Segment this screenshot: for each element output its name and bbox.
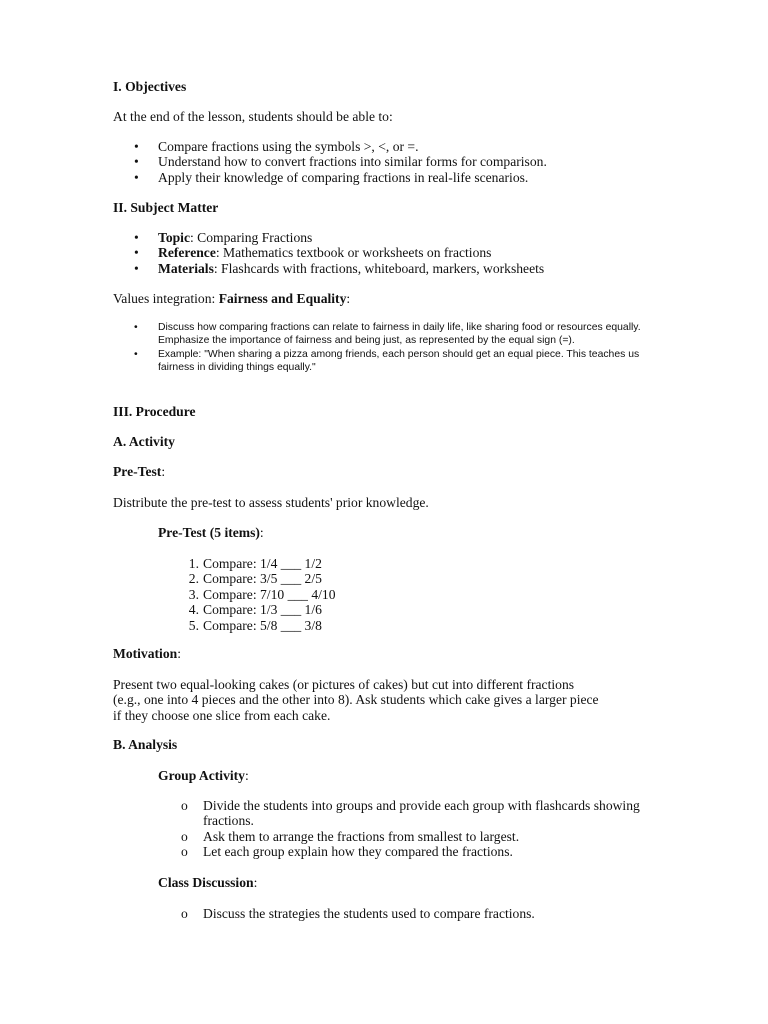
- group-activity-item: o Ask them to arrange the fractions from smallest to largest.: [181, 828, 520, 844]
- pretest-item: 5. Compare: 5/8 ___ 3/8: [188, 617, 322, 633]
- motivation-text: Present two equal-looking cakes (or pictures of cakes) but cut into different fractions (e.g., one into 4 pieces and the other into 8). Ask students which cake gives a larger piece if they choose one slice from each cake.: [113, 677, 599, 723]
- group-activity-label: Group Activity:: [158, 768, 249, 783]
- objectives-list: [113, 139, 613, 185]
- group-activity-item: o Divide the students into groups and provide each group with flashcards showing fractions.: [181, 798, 640, 829]
- objectives-heading: I. Objectives: [113, 79, 187, 94]
- procedure-heading: III. Procedure: [113, 404, 196, 419]
- pretest-item: 2. Compare: 3/5 ___ 2/5: [188, 571, 322, 587]
- class-discussion-item: o Discuss the strategies the students used to compare fractions.: [181, 906, 535, 921]
- pretest-list: [158, 556, 658, 633]
- motivation-label: Motivation:: [113, 646, 181, 661]
- values-item: • Example: "When sharing a pizza among friends, each person should get an equal piece. This teaches us fairness in dividing things equally.": [134, 348, 640, 374]
- pretest-description: Distribute the pre-test to assess students' prior knowledge.: [113, 495, 429, 510]
- group-activity-list: [158, 798, 648, 860]
- class-discussion-label: Class Discussion:: [158, 875, 258, 890]
- pretest-items-label: Pre-Test (5 items):: [158, 525, 264, 540]
- group-activity-item: o Let each group explain how they compared the fractions.: [181, 844, 513, 860]
- pretest-item: 3. Compare: 7/10 ___ 4/10: [188, 586, 336, 602]
- subject-matter-heading: II. Subject Matter: [113, 200, 219, 215]
- subject-matter-item: • Topic: Comparing Fractions: [134, 230, 313, 245]
- pretest-label: Pre-Test:: [113, 464, 166, 479]
- subject-matter-list: [113, 230, 613, 276]
- objective-item: • Apply their knowledge of comparing fractions in real-life scenarios.: [134, 169, 529, 185]
- subject-matter-item: • Reference: Mathematics textbook or worksheets on fractions: [134, 245, 492, 261]
- values-list: [113, 321, 643, 375]
- analysis-heading: B. Analysis: [113, 737, 178, 752]
- pretest-item: 4. Compare: 1/3 ___ 1/6: [188, 602, 322, 618]
- activity-heading: A. Activity: [113, 434, 175, 449]
- objectives-intro: At the end of the lesson, students should be able to:: [113, 109, 393, 124]
- values-item: • Discuss how comparing fractions can relate to fairness in daily life, like sharing food or resources equally. Emphasize the importance of fairness and being just, as represented by the equal sign (=).: [134, 322, 641, 347]
- objective-item: • Compare fractions using the symbols >, <, or =.: [134, 139, 419, 154]
- class-discussion-list: [158, 906, 658, 921]
- subject-matter-item: • Materials: Flashcards with fractions, whiteboard, markers, worksheets: [134, 260, 545, 276]
- objective-item: • Understand how to convert fractions into similar forms for comparison.: [134, 154, 547, 170]
- pretest-item: 1. Compare: 1/4 ___ 1/2: [188, 556, 322, 571]
- values-integration-line: Values integration: Fairness and Equality:: [113, 291, 351, 306]
